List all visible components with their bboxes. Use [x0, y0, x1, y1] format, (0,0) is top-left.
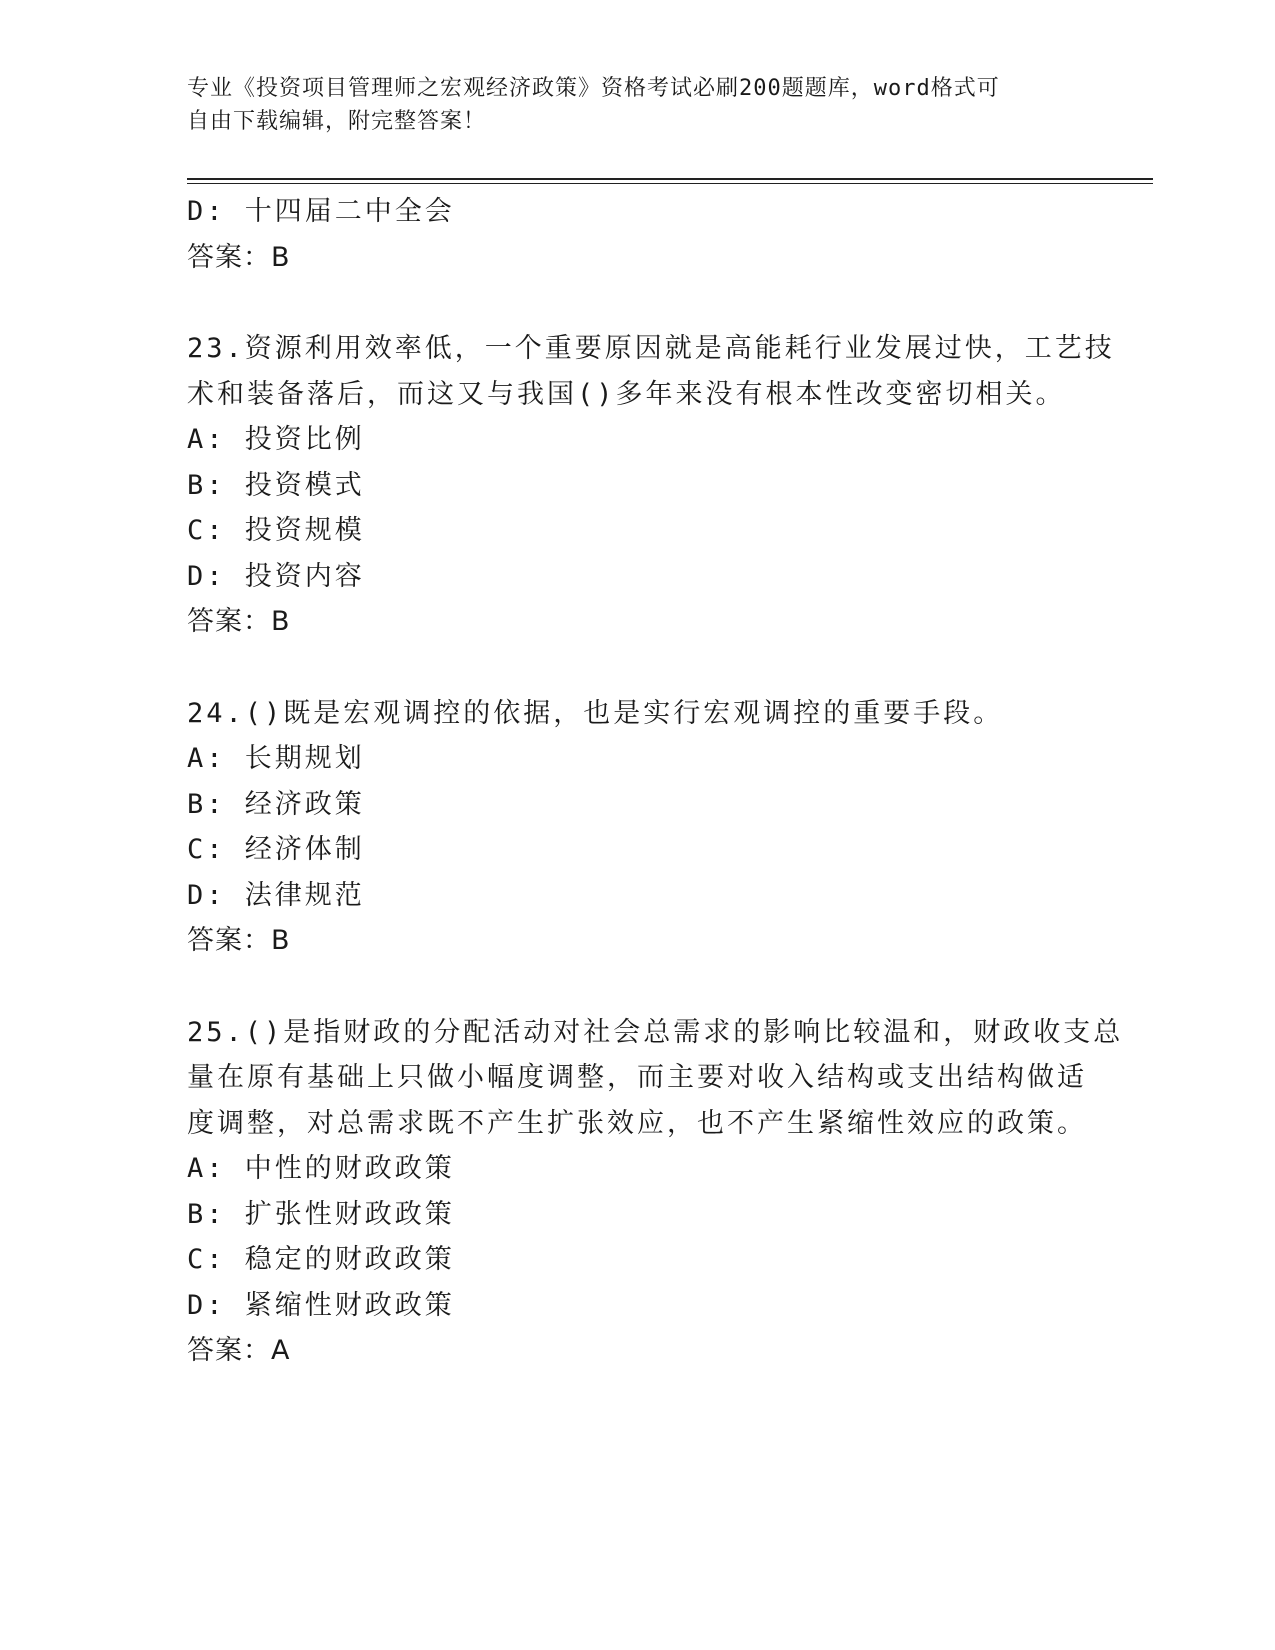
header-divider-thin: [187, 183, 1153, 184]
question-content: [187, 189, 1124, 1374]
document-header: [187, 72, 1067, 138]
option-d: D: 紧缩性财政政策: [187, 1289, 455, 1321]
option-b: B: 投资模式: [187, 469, 365, 501]
header-line-2: 自由下载编辑，附完整答案！: [187, 109, 487, 134]
answer-line: 答案：B: [187, 925, 291, 956]
question-stem: 量在原有基础上只做小幅度调整，而主要对收入结构或支出结构做适: [187, 1062, 1087, 1093]
question-23: [187, 326, 1115, 645]
option-a: A: 中性的财政政策: [187, 1153, 455, 1184]
question-24: [187, 691, 1087, 964]
option-c: C: 投资规模: [187, 515, 365, 546]
question-stem: 23.资源利用效率低，一个重要原因就是高能耗行业发展过快，工艺技: [187, 333, 1115, 364]
option-d: D: 投资内容: [187, 560, 365, 592]
option-a: A: 投资比例: [187, 424, 365, 455]
option-b: B: 扩张性财政政策: [187, 1198, 455, 1230]
option-d: D: 十四届二中全会: [187, 196, 455, 227]
question-25: [187, 1010, 1124, 1374]
option-a: A: 长期规划: [187, 743, 365, 774]
question-stem: 度调整，对总需求既不产生扩张效应，也不产生紧缩性效应的政策。: [187, 1107, 1087, 1139]
option-c: C: 经济体制: [187, 834, 365, 865]
header-divider-thick: [187, 178, 1153, 180]
answer-line: 答案：B: [187, 606, 291, 637]
question-stem: 25.()是指财政的分配活动对社会总需求的影响比较温和，财政收支总: [187, 1016, 1124, 1048]
answer-line: 答案：B: [187, 241, 291, 273]
option-d: D: 法律规范: [187, 879, 365, 911]
option-b: B: 经济政策: [187, 788, 365, 820]
option-c: C: 稳定的财政政策: [187, 1244, 455, 1275]
question-stem: 24.()既是宏观调控的依据，也是实行宏观调控的重要手段。: [187, 697, 1004, 729]
header-line-1: 专业《投资项目管理师之宏观经济政策》资格考试必刷200题题库，word格式可: [187, 76, 1000, 101]
answer-line: 答案：A: [187, 1335, 291, 1366]
question-stem: 术和装备落后，而这又与我国()多年来没有根本性改变密切相关。: [187, 378, 1066, 410]
